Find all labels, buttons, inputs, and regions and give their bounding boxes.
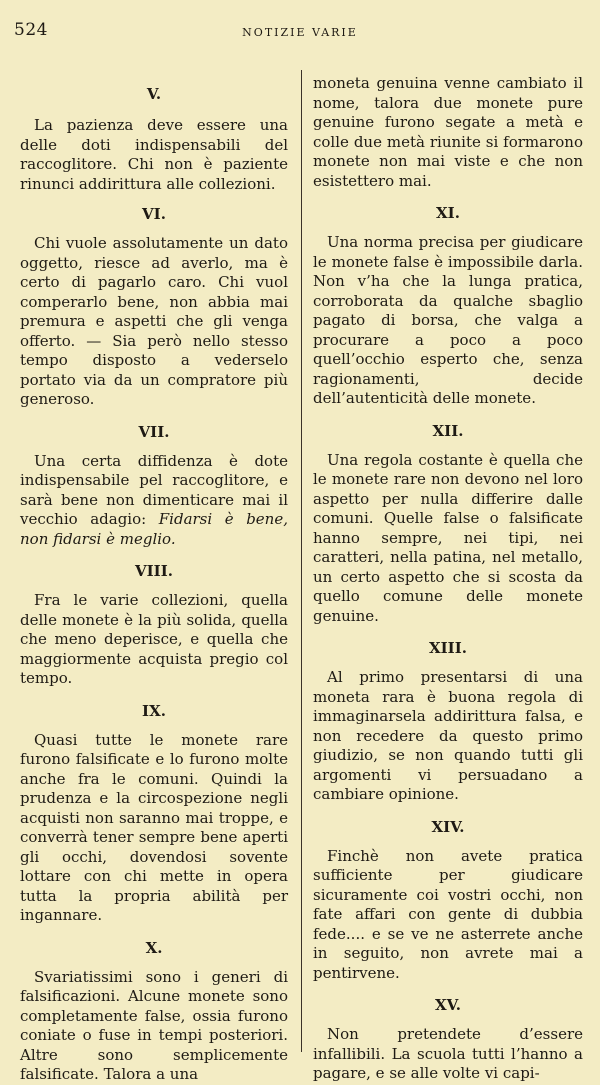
section-text-vii <box>20 452 288 550</box>
section-heading-x: X. <box>145 938 163 957</box>
section-heading-xi: XI. <box>436 204 460 222</box>
column-divider <box>301 70 302 1052</box>
proverb-italic: Fidarsi è bene, non fidarsi è meglio. <box>20 510 288 548</box>
running-header <box>0 0 600 64</box>
section-text-v: La pazienza deve essere una delle doti indispensabili del raccoglitore. Chi non è paziente rinunci addirittura alle collezioni. <box>20 116 288 193</box>
section-heading-vii: VII. <box>138 422 170 441</box>
section-text-vii-body: Una certa diffidenza è dote indispensabile pel raccoglitore, e sarà bene non dimenticare mai il vecchio adagio: <box>20 451 288 528</box>
section-heading-v: V. <box>146 85 162 103</box>
section-heading-xiii: XIII. <box>429 639 467 657</box>
running-title: NOTIZIE VARIE <box>242 26 358 39</box>
section-text-ix: Quasi tutte le monete rare furono falsificate e lo furono molte anche fra le comuni. Quindi la prudenza e la circospezione negli acquisti non saranno mai troppe, e converrà tener sempre bene aperti gli occhi, dovendosi sovente lottare con chi mette in opera tutta la propria abilità per ingannare. <box>20 730 288 924</box>
section-heading-ix: IX. <box>142 701 166 720</box>
section-heading-xii: XII. <box>432 421 464 440</box>
section-text-xii: Una regola costante è quella che le monete rare non devono nel loro aspetto per nulla differire dalle comuni. Quelle false o falsificate hanno sempre, nei tipi, nei caratteri, nella patina, nel metallo, un certo aspetto che si scosta da quello comune delle monete genuine. <box>313 450 583 625</box>
continued-text: moneta genuina venne cambiato il nome, talora due monete pure genuine furono segate a metà e colle due metà riunite si formarono monete non mai viste e che non esistettero mai. <box>313 74 583 190</box>
section-heading-xv: XV. <box>435 996 461 1014</box>
section-heading-vi: VI. <box>142 205 166 223</box>
section-text-vi: Chi vuole assolutamente un dato oggetto, riesce ad averlo, ma è certo di pagarlo caro. Chi vuol comperarlo bene, non abbia mai premura e aspetti che gli venga offerto. — Sia però nello stesso tempo disposto a vederselo portato via da un compratore più generoso. <box>20 234 288 408</box>
section-text-xiv: Finchè non avete pratica sufficiente per giudicare sicuramente coi vostri occhi, non fate affari con gente di dubbia fede.... e se ve ne asterrete anche in seguito, non avrete mai a pentirvene. <box>313 846 583 982</box>
right-column <box>313 74 583 1084</box>
section-text-viii: Fra le varie collezioni, quella delle monete è la più solida, quella che meno deperisce, e quella che maggiormente acquista pregio col tempo. <box>20 591 288 687</box>
section-heading-viii: VIII. <box>135 562 173 580</box>
section-heading-xiv: XIV. <box>431 817 465 836</box>
section-text-xi: Una norma precisa per giudicare le monete false è impossibile darla. Non v’ha che la lunga pratica, corroborata da qualche sbaglio pagato di borsa, che valga a procurare a poco a poco quell’occhio esperto che, senza ragionamenti, decide dell’autenticità delle monete. <box>313 233 583 407</box>
page-number: 524 <box>14 20 48 40</box>
section-text-xiii: Al primo presentarsi di una moneta rara è buona regola di immaginarsela addirittura falsa, e non recedere da questo primo giudizio, se non quando tutti gli argomenti vi persuadano a cambiare opinione. <box>313 668 583 803</box>
section-text-xv: Non pretendete d’essere infallibili. La scuola tutti l’hanno a pagare, e se alle volte vi capi- <box>313 1025 583 1082</box>
section-text-x: Svariatissimi sono i generi di falsificazioni. Alcune monete sono completamente false, ossia furono coniate o fuse in tempi posteriori. Altre sono semplicemente falsificate. Talora a una <box>20 967 288 1083</box>
left-column <box>20 74 288 1085</box>
